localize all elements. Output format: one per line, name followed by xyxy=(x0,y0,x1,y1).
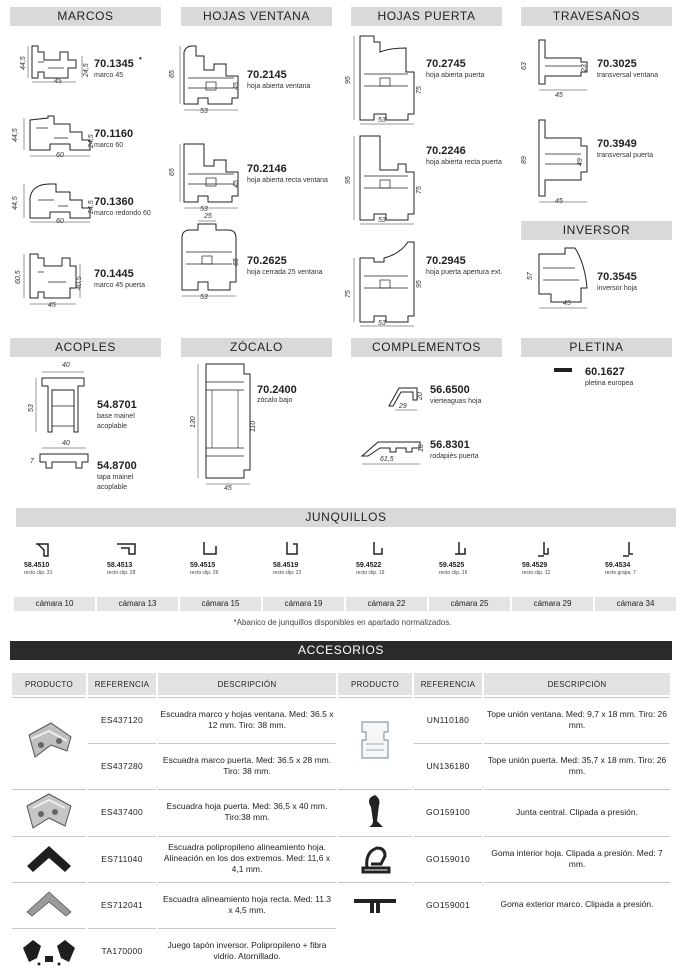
corner-bracket-icon xyxy=(21,717,77,767)
dim-height: 60,5 xyxy=(15,270,22,284)
junquillo-profile-icon xyxy=(115,540,145,562)
dim-height: 95 xyxy=(345,176,352,184)
desc-70-2246: hoja abierta recta puerta xyxy=(426,159,502,166)
section-zocalo: ZÓCALO xyxy=(181,338,332,357)
dim-width: 61,5 xyxy=(380,456,394,463)
desc-70-2745: hoja abierta puerta xyxy=(426,72,485,79)
table-row xyxy=(12,697,670,741)
junquillo-item xyxy=(14,535,96,585)
dim-width: 60 xyxy=(56,218,64,225)
profile-70-3545-drawing xyxy=(525,244,600,319)
desc-70-2400: zócalo bajo xyxy=(257,397,293,404)
ref-cell: ES437400 xyxy=(88,789,156,834)
code-70-2945: 70.2945 xyxy=(426,255,466,267)
ref-cell: UN136180 xyxy=(414,743,482,787)
desc-54-8701-1: base mainel xyxy=(97,413,135,420)
dim-width: 53 xyxy=(378,320,386,327)
header-producto: PRODUCTO xyxy=(338,673,412,695)
dim-width: 40 xyxy=(62,362,70,369)
dim-width: 53 xyxy=(200,294,208,301)
profile-60-1627-drawing xyxy=(552,366,577,376)
dim-top: 25 xyxy=(204,213,212,220)
desc-cell: Goma exterior marco. Clipada a presión. xyxy=(484,882,670,926)
dim-height: 75 xyxy=(345,290,352,298)
header-referencia: REFERENCIA xyxy=(414,673,482,695)
junquillo-code: 58.4519 xyxy=(273,562,299,569)
desc-56-6500: vierteaguas hoja xyxy=(430,398,482,405)
dim-width: 53 xyxy=(200,108,208,115)
accesorios-table xyxy=(10,671,672,974)
grey-angle-icon xyxy=(21,884,77,924)
junquillo-code: 59.4525 xyxy=(439,562,465,569)
junquillos-note: *Abanico de junquillos disponibles en apartado normalizados. xyxy=(233,618,452,627)
code-56-8301: 56.8301 xyxy=(430,439,470,451)
junquillo-profile-icon xyxy=(198,540,228,562)
junquillo-desc: recto clip. 19 xyxy=(356,570,385,576)
product-image xyxy=(12,697,86,787)
code-70-1160: 70.1160 xyxy=(94,128,134,140)
empty-cell xyxy=(414,928,482,972)
empty-cell xyxy=(338,928,412,972)
dim-height: 16 xyxy=(418,444,425,452)
camara-label: cámara 15 xyxy=(180,597,261,611)
dim-width: 53 xyxy=(378,117,386,124)
product-image xyxy=(338,697,412,787)
section-hojas-ventana: HOJAS VENTANA xyxy=(181,7,332,26)
section-complementos: COMPLEMENTOS xyxy=(351,338,502,357)
code-70-1360: 70.1360 xyxy=(94,196,134,208)
desc-56-8301: rodapiés puerta xyxy=(430,453,479,460)
outer-gasket-icon xyxy=(350,889,400,919)
desc-70-3545: inversor hoja xyxy=(597,285,638,292)
desc-54-8700-1: tapa mainel xyxy=(97,474,134,481)
ref-cell: GO159100 xyxy=(414,789,482,834)
section-inversor: INVERSOR xyxy=(521,221,672,240)
code-70-2625: 70.2625 xyxy=(247,255,287,267)
junquillo-item xyxy=(97,535,179,585)
junquillo-profile-icon xyxy=(530,540,560,562)
cap-set-icon xyxy=(19,930,79,970)
dim-width: 40 xyxy=(62,440,70,447)
product-image xyxy=(338,789,412,834)
product-image xyxy=(12,789,86,834)
product-image xyxy=(12,928,86,972)
section-pletina: PLETINA xyxy=(521,338,672,357)
desc-cell: Junta central. Clipada a presión. xyxy=(484,789,670,834)
profile-70-3949-drawing xyxy=(525,116,595,206)
code-60-1627: 60.1627 xyxy=(585,366,625,378)
dim-height: 44,5 xyxy=(12,196,19,210)
code-70-2400: 70.2400 xyxy=(257,384,297,396)
header-descripcion: DESCRIPCIÓN xyxy=(484,673,670,695)
desc-70-1360: marco redondo 60 xyxy=(94,210,151,217)
dim-height: 20 xyxy=(417,392,424,400)
table-row xyxy=(12,882,670,926)
desc-70-1445: marco 45 puerta xyxy=(94,282,145,289)
desc-70-2145: hoja abierta ventana xyxy=(247,83,311,90)
junquillo-code: 58.4513 xyxy=(107,562,133,569)
camara-label: cámara 10 xyxy=(14,597,95,611)
desc-cell: Escuadra marco puerta. Med: 36.5 x 28 mm. Tiro: 38 mm. xyxy=(158,743,336,787)
code-70-2246: 70.2246 xyxy=(426,145,466,157)
junquillo-code: 58.4510 xyxy=(24,562,50,569)
ref-cell: ES711040 xyxy=(88,836,156,880)
ref-cell: ES437280 xyxy=(88,743,156,787)
junquillo-desc: recto clip. 22 xyxy=(273,570,302,576)
dim-inner: 75 xyxy=(416,186,423,194)
junquillo-desc: recto grapa. 7 xyxy=(605,570,636,576)
junquillo-profile-icon xyxy=(281,540,311,562)
dim-width: 29 xyxy=(399,403,407,410)
door-bracket-icon xyxy=(21,790,77,832)
ref-cell: UN110180 xyxy=(414,697,482,741)
junquillo-item xyxy=(180,535,262,585)
junquillo-code: 59.4522 xyxy=(356,562,382,569)
junquillo-desc: recto clip. 26 xyxy=(190,570,219,576)
dim-width: 45 xyxy=(555,198,563,205)
desc-54-8700-2: acoplable xyxy=(97,484,127,491)
code-70-1445: 70.1445 xyxy=(94,268,134,280)
dim-width: 45 xyxy=(563,300,571,307)
desc-70-3025: transversal ventana xyxy=(597,72,659,79)
junquillo-desc: recto clip. 12 xyxy=(522,570,551,576)
product-image xyxy=(12,882,86,926)
dim-width: 45 xyxy=(54,78,62,85)
desc-70-3949: transversal puerta xyxy=(597,152,654,159)
code-70-2145: 70.2145 xyxy=(247,69,287,81)
desc-60-1627: pletina europea xyxy=(585,380,634,387)
profile-70-2246-drawing xyxy=(350,132,430,227)
dim-inner: 49 xyxy=(577,158,584,166)
dim-height: 57 xyxy=(527,272,534,280)
dim-height: 44,5 xyxy=(20,56,27,70)
table-row xyxy=(12,836,670,880)
product-image xyxy=(338,882,412,926)
dim-inner: 40,5 xyxy=(76,276,83,290)
table-row xyxy=(12,928,670,972)
desc-cell: Escuadra alineamiento hoja recta. Med: 11.3 x 4,5 mm. xyxy=(158,882,336,926)
code-56-6500: 56.6500 xyxy=(430,384,470,396)
section-travesanos: TRAVESAÑOS xyxy=(521,7,672,26)
dim-inner: 23 xyxy=(581,64,588,72)
dim-inner: 45 xyxy=(233,82,240,90)
dim-height: 65 xyxy=(169,70,176,78)
profile-54-8701-drawing xyxy=(28,366,98,441)
mark-70-1345: • xyxy=(139,54,142,63)
dim-width: 45 xyxy=(555,92,563,99)
camara-label: cámara 34 xyxy=(595,597,676,611)
section-marcos: MARCOS xyxy=(10,7,161,26)
camara-label: cámara 13 xyxy=(97,597,178,611)
junquillo-profile-icon xyxy=(447,540,477,562)
code-70-3545: 70.3545 xyxy=(597,271,637,283)
junquillo-desc: recto clip. 28 xyxy=(107,570,136,576)
dim-inner: 110 xyxy=(250,420,257,432)
ref-cell: GO159010 xyxy=(414,836,482,880)
code-70-3025: 70.3025 xyxy=(597,58,637,70)
profile-70-2745-drawing xyxy=(350,32,430,127)
junquillo-profile-icon xyxy=(32,540,62,562)
junquillo-code: 59.4534 xyxy=(605,562,631,569)
dim-width: 53 xyxy=(200,206,208,213)
dim-inner: 24,5 xyxy=(88,200,95,214)
dim-inner: 24,5 xyxy=(83,63,90,77)
dim-inner: 95 xyxy=(416,280,423,288)
desc-cell: Escuadra polipropileno alineamiento hoja. Alineación en los dos extremos. Med: 11,6 x 4,1 mm. xyxy=(158,836,336,880)
section-acoples: ACOPLES xyxy=(10,338,161,357)
desc-54-8701-2: acoplable xyxy=(97,423,127,430)
junquillo-item xyxy=(512,535,594,585)
header-descripcion: DESCRIPCIÓN xyxy=(158,673,336,695)
junquillo-code: 59.4515 xyxy=(190,562,216,569)
inner-gasket-icon xyxy=(355,838,395,878)
code-70-2146: 70.2146 xyxy=(247,163,287,175)
stop-block-icon xyxy=(350,714,400,770)
section-accesorios: ACCESORIOS xyxy=(10,641,672,660)
product-image xyxy=(12,836,86,880)
junquillo-profile-icon xyxy=(613,540,643,562)
camara-label: cámara 19 xyxy=(263,597,344,611)
desc-cell: Tope unión puerta. Med: 35,7 x 18 mm. Tiro: 26 mm. xyxy=(484,743,670,787)
profile-70-1160-drawing xyxy=(10,112,95,162)
junquillo-profile-icon xyxy=(364,540,394,562)
table-header-row xyxy=(12,673,670,695)
dim-height: 130 xyxy=(190,416,197,428)
junquillo-code: 59.4529 xyxy=(522,562,548,569)
junquillo-desc: recto clip. 31 xyxy=(24,570,53,576)
junquillo-item xyxy=(263,535,345,585)
section-junquillos: JUNQUILLOS xyxy=(16,508,676,527)
ref-cell: ES712041 xyxy=(88,882,156,926)
junquillo-item xyxy=(346,535,428,585)
table-row xyxy=(12,789,670,834)
profile-70-1360-drawing xyxy=(10,178,95,228)
code-54-8701: 54.8701 xyxy=(97,399,137,411)
desc-cell: Goma interior hoja. Clipada a presión. Med: 7 mm. xyxy=(484,836,670,880)
empty-cell xyxy=(484,928,670,972)
profile-70-2145-drawing xyxy=(178,42,248,117)
desc-cell: Juego tapón inversor. Polipropileno + fibra vidrio. Atornillado. xyxy=(158,928,336,972)
dim-height: 53 xyxy=(28,404,35,412)
code-70-3949: 70.3949 xyxy=(597,138,637,150)
header-referencia: REFERENCIA xyxy=(88,673,156,695)
desc-cell: Tope unión ventana. Med: 9,7 x 18 mm. Tiro: 26 mm. xyxy=(484,697,670,741)
dim-inner: 75 xyxy=(416,86,423,94)
dim-width: 45 xyxy=(48,302,56,309)
section-hojas-puerta: HOJAS PUERTA xyxy=(351,7,502,26)
central-gasket-icon xyxy=(355,791,395,831)
desc-70-1345: marco 45 xyxy=(94,72,124,79)
dim-height: 95 xyxy=(345,76,352,84)
camara-label: cámara 22 xyxy=(346,597,427,611)
desc-70-2625: hoja cerrada 25 ventana xyxy=(247,269,323,276)
dim-width: 53 xyxy=(378,217,386,224)
dim-height: 65 xyxy=(233,258,240,266)
ref-cell: ES437120 xyxy=(88,697,156,741)
desc-70-2146: hoja abierta recta ventana xyxy=(247,177,328,184)
dim-inner: 45 xyxy=(233,180,240,188)
junquillo-item xyxy=(595,535,677,585)
dim-height: 44,5 xyxy=(12,128,19,142)
profile-56-8301-drawing xyxy=(360,432,435,472)
desc-70-1160: marco 60 xyxy=(94,142,124,149)
code-70-1345: 70.1345 xyxy=(94,58,134,70)
product-image xyxy=(338,836,412,880)
camara-label: cámara 25 xyxy=(429,597,510,611)
dim-height: 65 xyxy=(169,168,176,176)
desc-cell: Escuadra marco y hojas ventana. Med: 36.5 x 12 mm. Tiro: 38 mm. xyxy=(158,697,336,741)
junquillo-desc: recto clip. 16 xyxy=(439,570,468,576)
black-angle-icon xyxy=(21,838,77,878)
code-70-2745: 70.2745 xyxy=(426,58,466,70)
profile-70-2146-drawing xyxy=(178,140,248,215)
junquillo-item xyxy=(429,535,511,585)
dim-width: 45 xyxy=(224,485,232,492)
ref-cell: GO159001 xyxy=(414,882,482,926)
camara-label: cámara 29 xyxy=(512,597,593,611)
dim-height: 89 xyxy=(521,156,528,164)
desc-cell: Escuadra hoja puerta. Med: 36,5 x 40 mm. Tiro:38 mm. xyxy=(158,789,336,834)
dim-inner: 24,5 xyxy=(88,134,95,148)
dim-height: 7 xyxy=(30,458,34,465)
header-producto: PRODUCTO xyxy=(12,673,86,695)
desc-70-2945: hoja puerta apertura ext. xyxy=(426,269,503,276)
ref-cell: TA170000 xyxy=(88,928,156,972)
dim-height: 63 xyxy=(521,62,528,70)
dim-width: 60 xyxy=(56,152,64,159)
code-54-8700: 54.8700 xyxy=(97,460,137,472)
